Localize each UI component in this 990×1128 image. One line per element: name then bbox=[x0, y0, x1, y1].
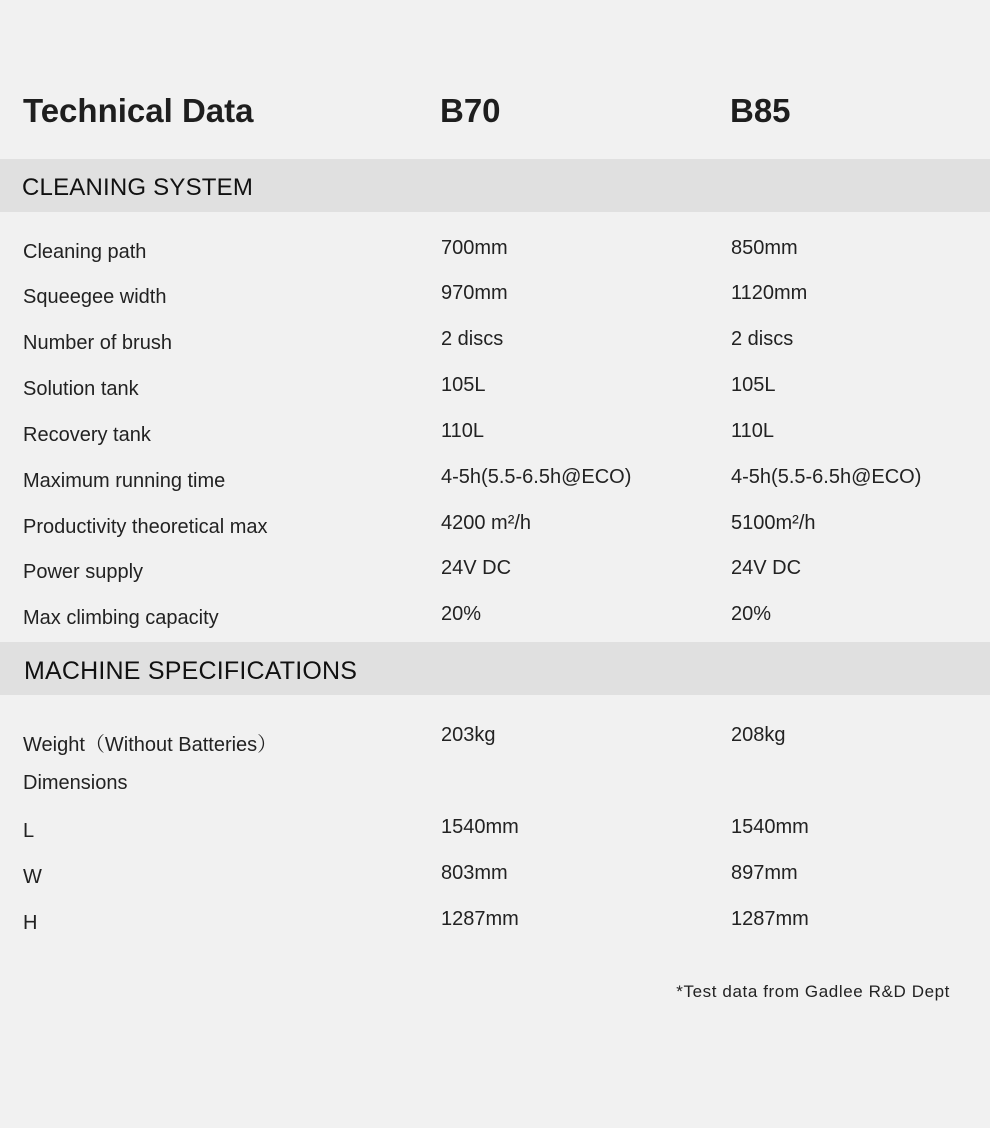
spec-label: L bbox=[23, 820, 35, 842]
spec-label: Power supply bbox=[23, 561, 144, 583]
spec-value-b70: 24V DC bbox=[441, 557, 512, 579]
spec-label: Dimensions bbox=[23, 772, 128, 794]
spec-row bbox=[0, 816, 990, 846]
spec-row bbox=[0, 282, 990, 312]
spec-label: W bbox=[23, 866, 42, 888]
spec-value-b85: 208kg bbox=[731, 724, 786, 746]
spec-value-b70: 970mm bbox=[441, 282, 508, 304]
spec-value-b85: 110L bbox=[731, 420, 775, 442]
section-machine-specifications bbox=[0, 642, 990, 695]
spec-value-b85: 1540mm bbox=[731, 816, 809, 838]
spec-value-b70: 2 discs bbox=[441, 328, 504, 350]
spec-value-b70: 203kg bbox=[441, 724, 496, 746]
page-title: Technical Data bbox=[23, 92, 254, 129]
spec-label: Solution tank bbox=[23, 378, 139, 400]
spec-value-b70: 105L bbox=[441, 374, 486, 396]
spec-value-b70: 4200 m²/h bbox=[441, 512, 532, 534]
spec-label: Weight（Without Batteries） bbox=[23, 734, 278, 756]
spec-row bbox=[0, 374, 990, 404]
spec-value-b85: 5100m²/h bbox=[731, 512, 816, 534]
spec-value-b70: 803mm bbox=[441, 862, 508, 884]
spec-label: Number of brush bbox=[23, 332, 172, 354]
spec-label: Recovery tank bbox=[23, 424, 151, 446]
spec-label: Cleaning path bbox=[23, 241, 147, 263]
spec-row bbox=[0, 512, 990, 542]
spec-row bbox=[0, 557, 990, 587]
model-b70-heading: B70 bbox=[440, 92, 501, 129]
section-title: CLEANING SYSTEM bbox=[22, 174, 254, 201]
spec-value-b85: 1120mm bbox=[731, 282, 808, 304]
spec-row bbox=[0, 724, 990, 754]
spec-value-b85: 2 discs bbox=[731, 328, 794, 350]
section-cleaning-system bbox=[0, 159, 990, 212]
spec-value-b85: 105L bbox=[731, 374, 776, 396]
spec-value-b70: 20% bbox=[441, 603, 482, 625]
spec-row bbox=[0, 466, 990, 496]
spec-value-b70: 4-5h(5.5-6.5h@ECO) bbox=[441, 466, 632, 488]
spec-value-b85: 1287mm bbox=[731, 908, 809, 930]
spec-value-b85: 24V DC bbox=[731, 557, 802, 579]
spec-value-b70: 1540mm bbox=[441, 816, 519, 838]
spec-value-b85: 4-5h(5.5-6.5h@ECO) bbox=[731, 466, 922, 488]
model-b85-heading: B85 bbox=[730, 92, 791, 129]
spec-label: Maximum running time bbox=[23, 470, 226, 492]
spec-row bbox=[0, 420, 990, 450]
spec-row bbox=[0, 603, 990, 633]
section-title: MACHINE SPECIFICATIONS bbox=[24, 657, 358, 685]
spec-label: Squeegee width bbox=[23, 286, 167, 308]
spec-value-b85: 850mm bbox=[731, 237, 798, 259]
spec-label: Productivity theoretical max bbox=[23, 516, 268, 538]
spec-value-b85: 897mm bbox=[731, 862, 798, 884]
spec-label: H bbox=[23, 912, 38, 934]
spec-row bbox=[0, 908, 990, 938]
spec-row bbox=[0, 862, 990, 892]
spec-value-b70: 1287mm bbox=[441, 908, 519, 930]
spec-value-b70: 700mm bbox=[441, 237, 508, 259]
spec-row bbox=[0, 328, 990, 358]
header-row bbox=[0, 92, 990, 132]
spec-row bbox=[0, 768, 990, 798]
spec-value-b70: 110L bbox=[441, 420, 485, 442]
spec-label: Max climbing capacity bbox=[23, 607, 219, 629]
footnote: *Test data from Gadlee R&D Dept bbox=[676, 982, 950, 1001]
spec-value-b85: 20% bbox=[731, 603, 772, 625]
spec-row bbox=[0, 237, 990, 267]
